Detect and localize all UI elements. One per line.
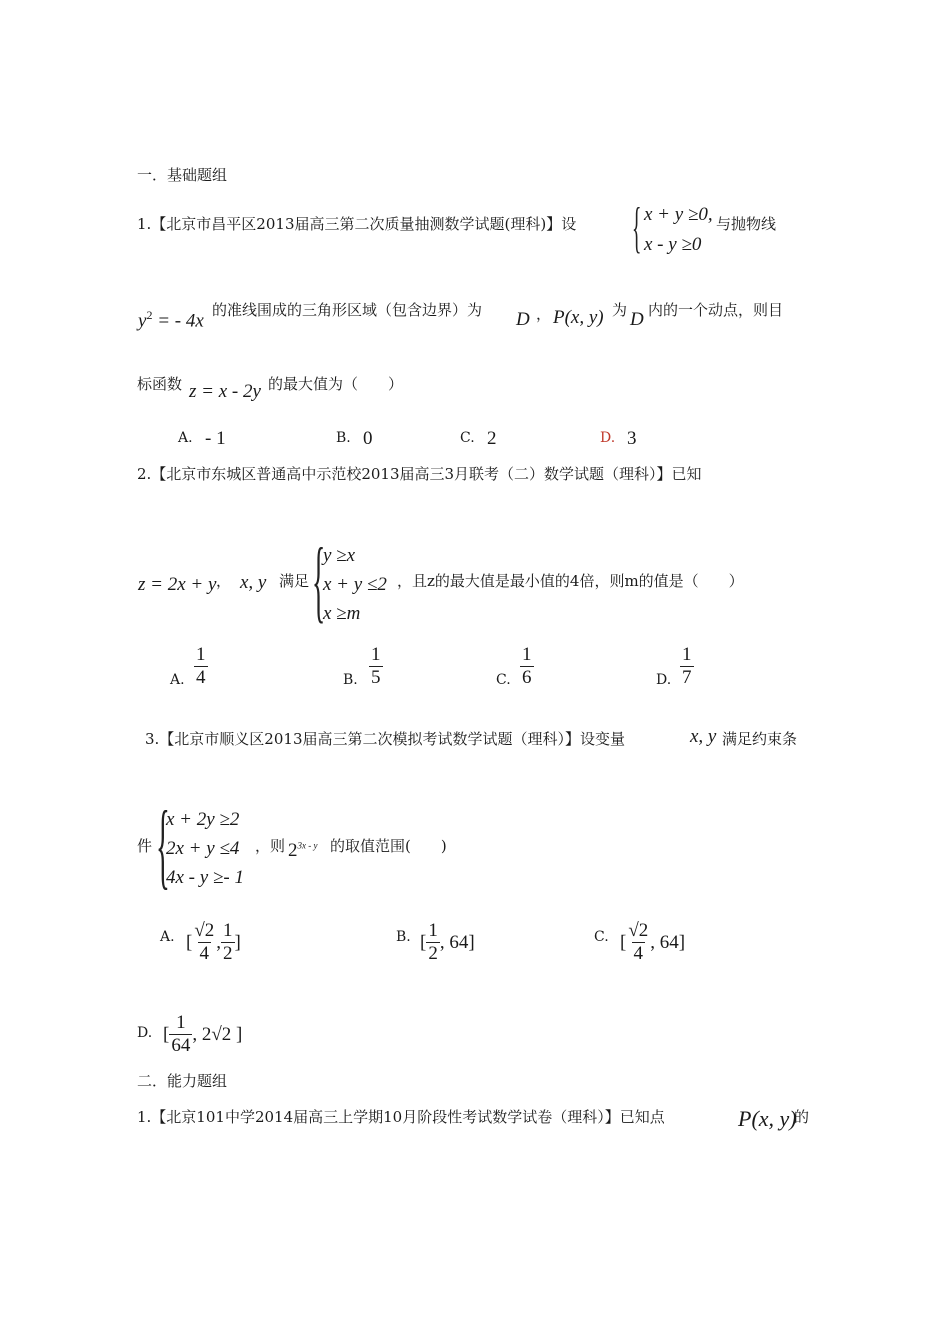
q3-option-b-rest: , 64]: [439, 931, 475, 953]
q3-option-d-label: D.: [137, 1025, 153, 1041]
q3-vars: x, y: [690, 726, 717, 747]
q3-option-a-num1: √2: [194, 920, 215, 941]
q2-option-a-den: 4: [196, 667, 206, 688]
q1-parabola-exponent: 2: [146, 308, 153, 322]
q1-option-c-value: 2: [487, 428, 497, 449]
section-title-ability: 二．能力题组: [137, 1072, 228, 1090]
q2-inequality-2: x + y ≤2: [323, 574, 387, 595]
q4-point: P(x, y): [738, 1106, 797, 1131]
q3-inequality-3: 4x - y ≥- 1: [166, 867, 244, 888]
q3-option-a-num2: 1: [223, 920, 233, 941]
q2-option-c-fraction: [520, 644, 534, 689]
q3-option-b-lbracket: [: [420, 931, 427, 953]
q1-option-a-value: - 1: [205, 428, 226, 449]
q3-option-b-value: [420, 920, 475, 965]
q3-option-c-den: 4: [633, 943, 644, 964]
q3-option-a-den2: 2: [223, 943, 233, 964]
q3-power-exponent: 3x - y: [297, 840, 318, 851]
q1-parabola-rhs: = - 4x: [152, 310, 204, 332]
q3-option-d-lbracket: [: [163, 1023, 170, 1045]
q2-prefix: 2.【北京市东城区普通高中示范校2013届高三3月联考（二）数学试题（理科）】已知: [137, 465, 702, 483]
q1-inequality-2: x - y ≥0: [644, 234, 702, 255]
q3-option-a-lbracket: [: [186, 931, 193, 953]
q1-option-a-label: A.: [178, 430, 193, 446]
q1-inequality-1: x + y ≥0,: [644, 204, 713, 225]
q1-point: P(x, y): [553, 307, 604, 328]
q2-option-d-num: 1: [682, 644, 692, 665]
q1-option-d-label: D.: [600, 430, 616, 446]
q2-option-c-den: 6: [522, 667, 532, 688]
q3-power: [288, 840, 318, 862]
q3-prefix: 3.【北京市顺义区2013届高三第二次模拟考试数学试题（理科）】设变量: [145, 730, 625, 748]
q2-text-satisfy: 满足: [279, 572, 310, 590]
q1-option-b-value: 0: [363, 428, 373, 449]
q1-system-brace: {: [632, 197, 642, 259]
q1-objective-function: z = x - 2y: [189, 381, 261, 402]
q3-inequality-1: x + 2y ≥2: [166, 809, 240, 830]
q1-option-b-label: B.: [336, 430, 351, 446]
q1-text-is: 为: [612, 301, 628, 319]
q2-option-d-den: 7: [682, 667, 692, 688]
q1-text-objective: 标函数: [137, 375, 183, 393]
q2-option-c-num: 1: [522, 644, 532, 665]
q3-system-brace: {: [156, 791, 170, 898]
q2-comma: ，: [216, 572, 232, 590]
q3-text-range: 的取值范围( ): [330, 837, 447, 855]
q2-system-brace: {: [312, 529, 326, 631]
q1-parabola: [138, 308, 204, 332]
q3-option-d-num: 1: [176, 1012, 186, 1033]
q1-text-dynamic-point: 内的一个动点，则目: [648, 301, 784, 319]
q3-option-b-label: B.: [396, 929, 411, 945]
q2-option-b-label: B.: [343, 672, 358, 688]
q2-option-b-den: 5: [371, 667, 381, 688]
q3-option-c-rest: , 64]: [650, 931, 686, 953]
q3-text-then: ，则: [255, 837, 286, 855]
q2-inequality-1: y ≥x: [323, 545, 356, 566]
q2-option-d-fraction: [680, 644, 694, 689]
q1-region-d-2: D: [630, 309, 644, 330]
q3-option-c-lbracket: [: [620, 931, 627, 953]
q1-prefix: 1.【北京市昌平区2013届高三第二次质量抽测数学试题(理科)】设: [137, 215, 577, 233]
q3-option-c-num: √2: [628, 920, 649, 941]
q2-vars: x, y: [240, 572, 267, 593]
q3-option-a-den1: 4: [199, 943, 210, 964]
q3-text-after-vars: 满足约束条: [722, 730, 798, 748]
q1-option-c-label: C.: [460, 430, 475, 446]
q3-option-d-den: 64: [171, 1035, 191, 1056]
q1-after-system: 与抛物线: [716, 215, 777, 233]
q3-power-base: 2: [288, 840, 298, 861]
q4-suffix: 的: [794, 1108, 810, 1126]
section-title-basic: 一．基础题组: [137, 166, 228, 184]
q1-text-boundary: 的准线围成的三角形区域（包含边界）为: [212, 301, 483, 319]
q3-text-jian: 件: [137, 837, 153, 855]
q3-option-b-num: 1: [428, 920, 438, 941]
q3-inequality-2: 2x + y ≤4: [166, 838, 240, 859]
q2-option-c-label: C.: [496, 672, 511, 688]
q3-option-a-comma: ,: [216, 931, 222, 953]
q3-option-b-den: 2: [428, 943, 438, 964]
q3-option-d-rest: , 2√2 ]: [192, 1023, 243, 1045]
q3-option-a-rbracket: ]: [234, 931, 241, 953]
q1-option-d-value: 3: [627, 428, 637, 449]
q2-after-system: ，且z的最大值是最小值的4倍，则m的值是（ ）: [397, 572, 744, 590]
q1-comma: ，: [536, 305, 552, 323]
q4-prefix: 1.【北京101中学2014届高三上学期10月阶段性考试数学试卷（理科）】已知点: [137, 1108, 665, 1126]
q2-inequality-3: x ≥m: [323, 603, 361, 624]
q2-option-a-label: A.: [170, 672, 185, 688]
q1-region-d: D: [516, 309, 530, 330]
q2-option-d-label: D.: [656, 672, 672, 688]
q3-option-d-value: [163, 1012, 242, 1057]
q2-option-a-fraction: [194, 644, 208, 689]
q1-parabola-y: y: [138, 310, 147, 332]
q2-objective: z = 2x + y: [138, 574, 217, 595]
q2-option-b-num: 1: [371, 644, 381, 665]
q2-option-a-num: 1: [196, 644, 206, 665]
q2-option-b-fraction: [369, 644, 383, 689]
q3-option-c-label: C.: [594, 929, 609, 945]
q3-option-c-value: [620, 920, 685, 965]
q1-text-max: 的最大值为（ ）: [268, 375, 404, 393]
q3-option-a-label: A.: [160, 929, 175, 945]
q3-option-a-value: [186, 920, 241, 965]
